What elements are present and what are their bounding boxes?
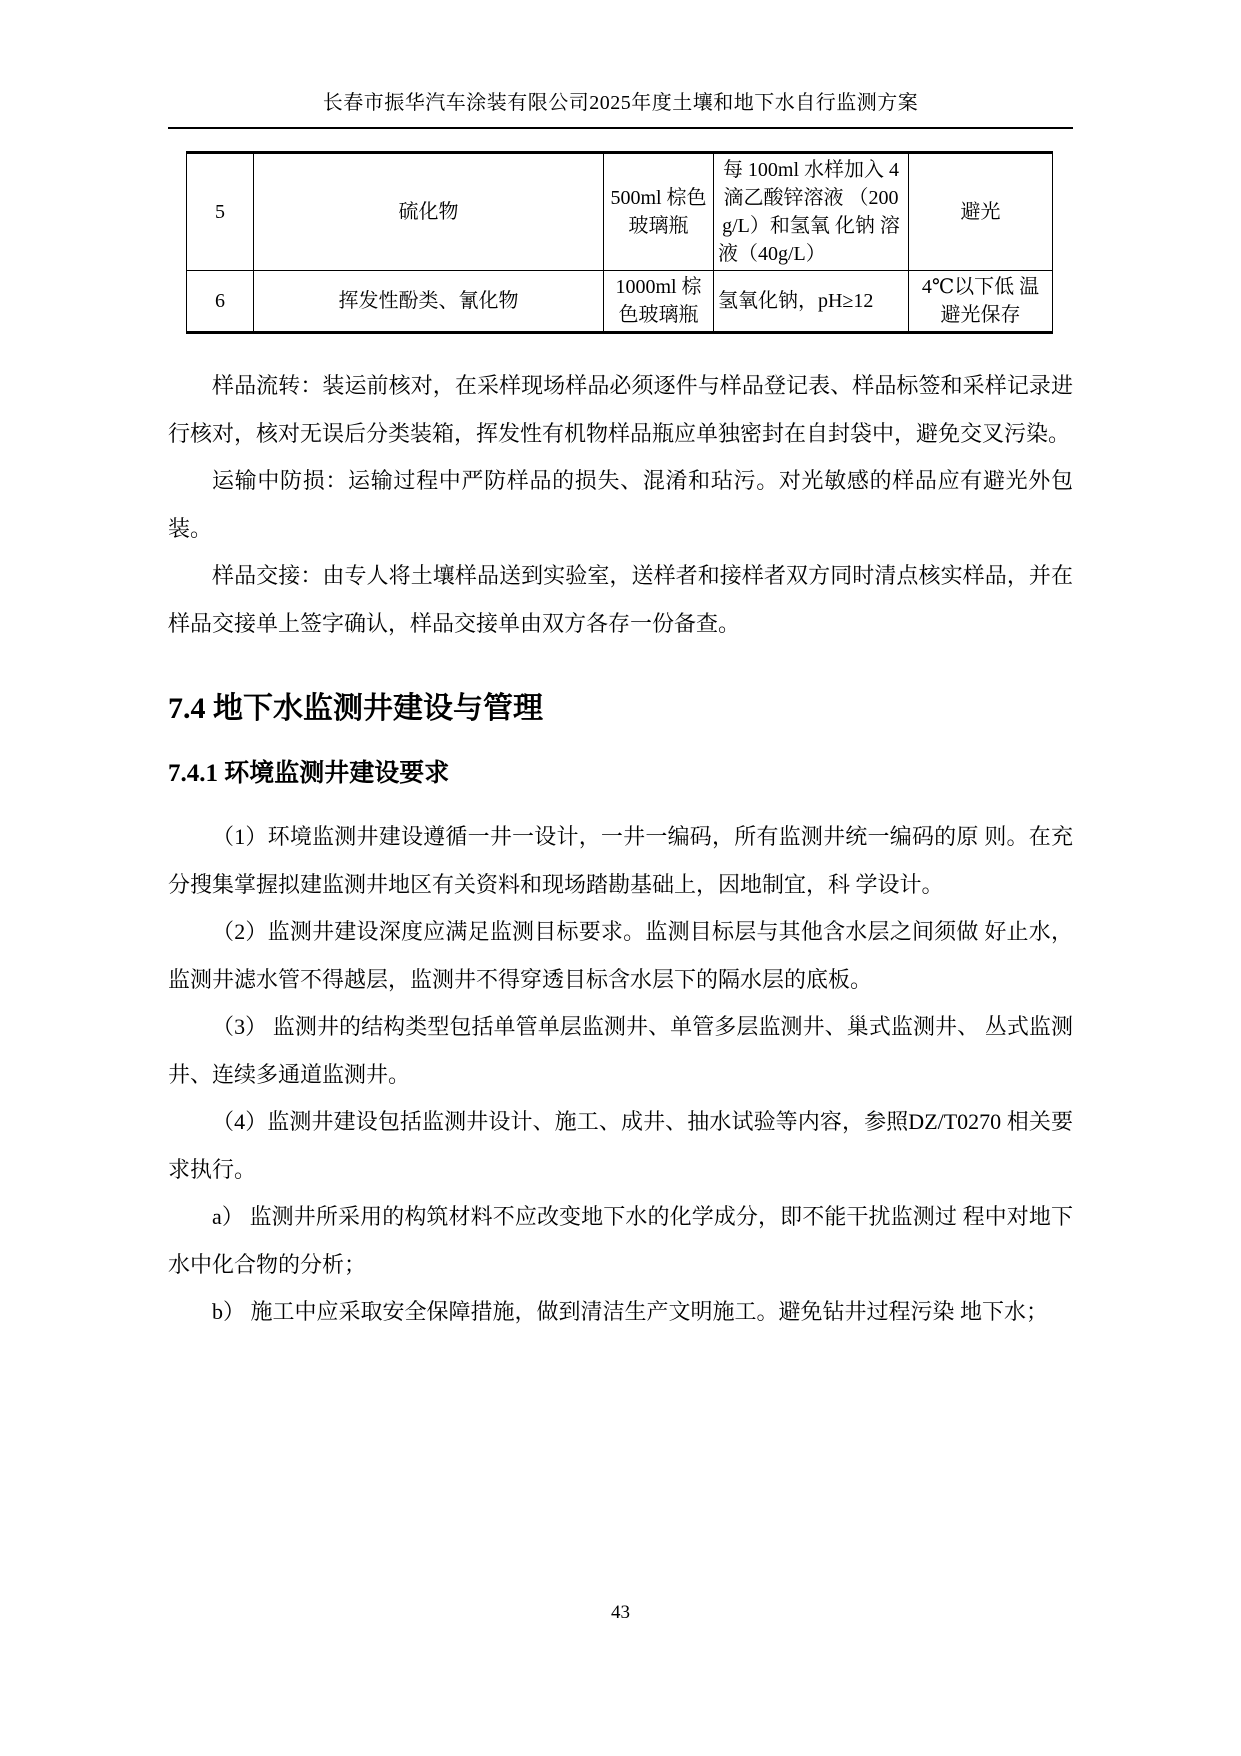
cell-preservation-method: 每 100ml 水样加入 4 滴乙酸锌溶液 （200g/L）和氢氧 化钠 溶液（40g/L） xyxy=(714,153,909,271)
paragraph-item-b: b） 施工中应采取安全保障措施，做到清洁生产文明施工。避免钻井过程污染 地下水； xyxy=(212,1299,1049,1324)
paragraph-sample-handover: 样品交接：由专人将土壤样品送到实验室，送样者和接样者双方同时清点核实样品，并在样品交接单上签字确认，样品交接单由双方各存一份备查。 xyxy=(168,563,1073,636)
paragraph-item-a: a） 监测井所采用的构筑材料不应改变地下水的化学成分，即不能干扰监测过 程中对地下水中化合物的分析； xyxy=(168,1204,1073,1277)
table-row xyxy=(187,271,1053,333)
page-header-title: 长春市振华汽车涂装有限公司2025年度土壤和地下水自行监测方案 xyxy=(168,86,1073,129)
cell-storage-condition: 4℃以下低 温避光保存 xyxy=(909,271,1053,333)
subsection-heading-7-4-1: 7.4.1 环境监测井建设要求 xyxy=(168,760,450,787)
cell-container-type: 500ml 棕色玻璃瓶 xyxy=(604,153,714,271)
cell-storage-condition: 避光 xyxy=(909,153,1053,271)
cell-container-type: 1000ml 棕色玻璃瓶 xyxy=(604,271,714,333)
cell-preservation-method: 氢氧化钠，pH≥12 xyxy=(714,271,909,333)
page-content xyxy=(168,86,1073,1336)
cell-row-number: 5 xyxy=(187,153,254,271)
cell-row-number: 6 xyxy=(187,271,254,333)
paragraph-transport-protection: 运输中防损：运输过程中严防样品的损失、混淆和玷污。对光敏感的样品应有避光外包装。 xyxy=(168,468,1073,541)
paragraph-item-2: （2）监测井建设深度应满足监测目标要求。监测目标层与其他含水层之间须做 好止水，监测井滤水管不得越层，监测井不得穿透目标含水层下的隔水层的底板。 xyxy=(168,919,1073,992)
paragraph-item-3: （3） 监测井的结构类型包括单管单层监测井、单管多层监测井、巢式监测井、 丛式监测井、连续多通道监测井。 xyxy=(168,1014,1073,1087)
cell-item-name: 挥发性酚类、氰化物 xyxy=(254,271,604,333)
paragraph-item-4: （4）监测井建设包括监测井设计、施工、成井、抽水试验等内容，参照DZ/T0270 相关要求执行。 xyxy=(168,1109,1073,1182)
sample-container-table xyxy=(186,151,1053,334)
cell-item-name: 硫化物 xyxy=(254,153,604,271)
table-row xyxy=(187,153,1053,271)
paragraph-item-1: （1）环境监测井建设遵循一井一设计，一井一编码，所有监测井统一编码的原 则。在充分搜集掌握拟建监测井地区有关资料和现场踏勘基础上，因地制宜，科 学设计。 xyxy=(168,824,1073,897)
page-number: 43 xyxy=(611,1602,630,1623)
paragraph-sample-transfer: 样品流转：装运前核对，在采样现场样品必须逐件与样品登记表、样品标签和采样记录进行核对，核对无误后分类装箱，挥发性有机物样品瓶应单独密封在自封袋中，避免交叉污染。 xyxy=(168,373,1073,446)
section-heading-7-4: 7.4 地下水监测井建设与管理 xyxy=(168,692,543,725)
